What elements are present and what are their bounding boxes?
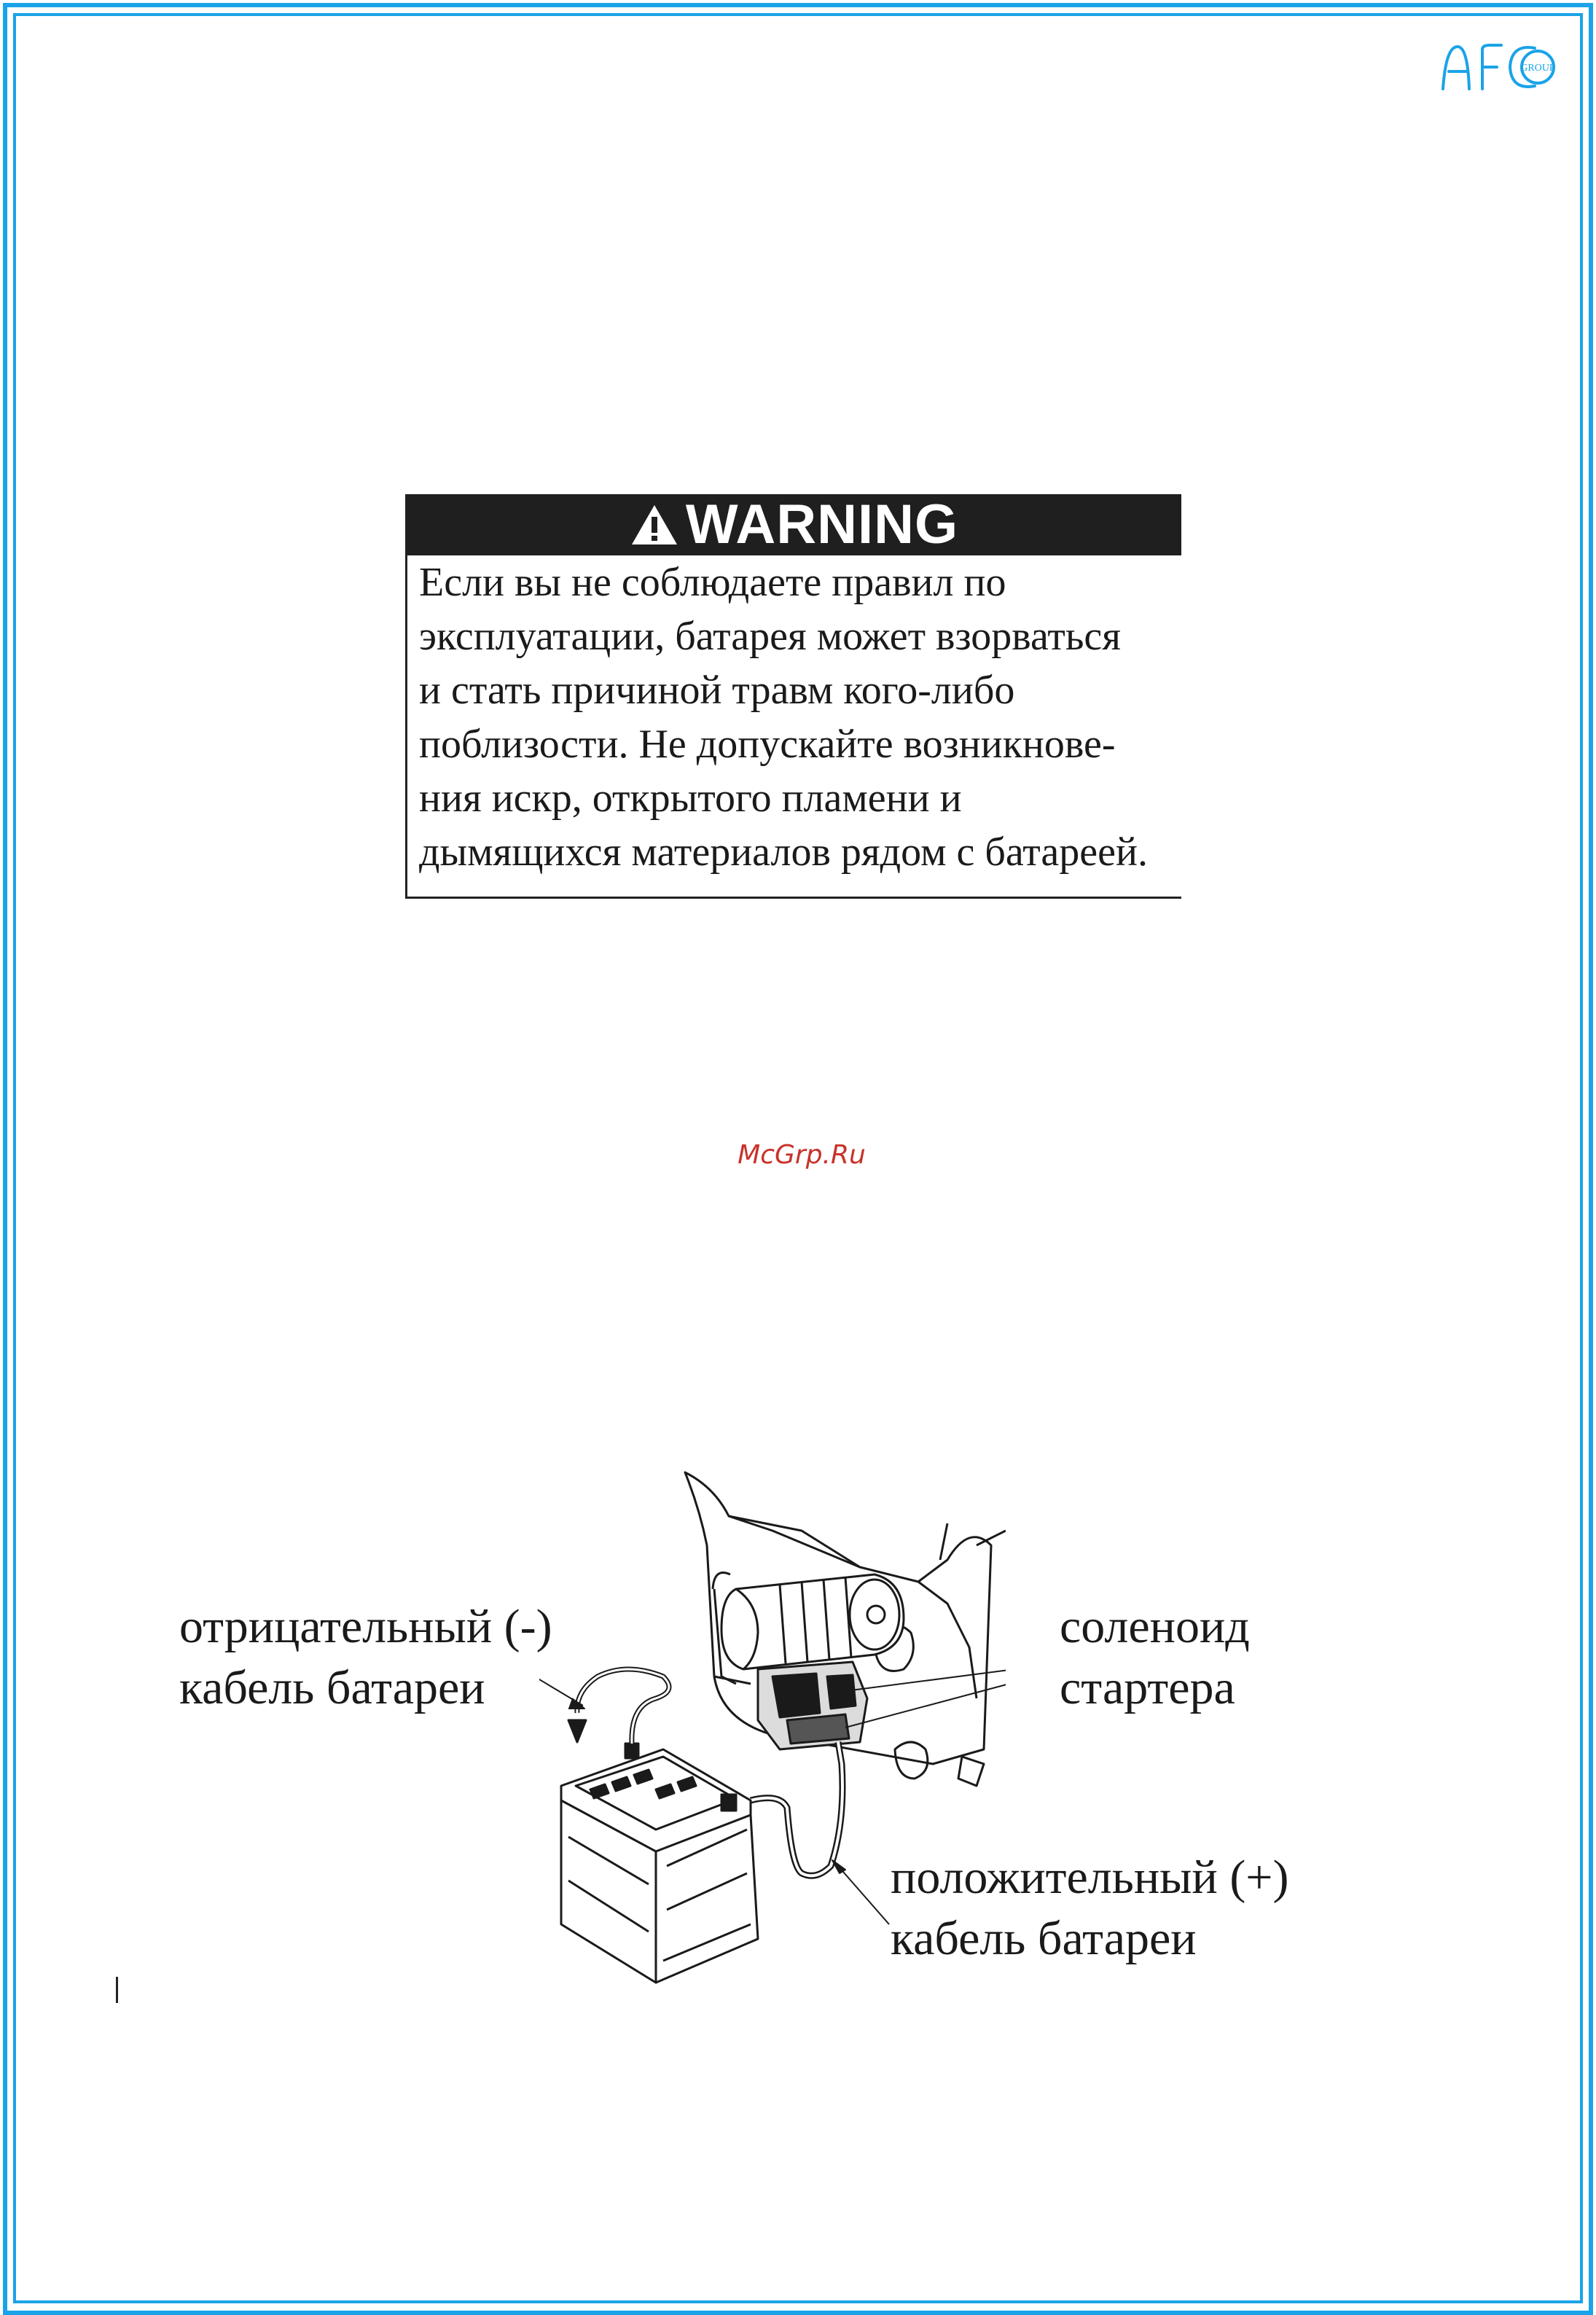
positive-cable-label: положительный (+) кабель батареи [891,1851,1289,1965]
negative-cable-label: отрицательный (-) кабель батареи [179,1600,552,1714]
starter-solenoid-label: соленоид стартера [1060,1600,1250,1714]
margin-mark [116,1977,118,2003]
warning-header [407,494,1181,555]
warning-title: WARNING [685,493,959,555]
warning-text: Если вы не соблюдаете правил по эксплуатации, батарея может взорваться и стать причиной травм кого-либо поблизости. Не допускайте возникнове- ния искр, открытого пламени и дымящихся материалов рядом с батареей. [419,560,1148,875]
svg-text:GROUP: GROUP [1520,63,1555,74]
watermark: McGrp.Ru [738,1140,866,1170]
warning-triangle-icon [630,504,678,546]
afc-group-logo [1439,36,1562,102]
warning-box [405,494,1181,899]
